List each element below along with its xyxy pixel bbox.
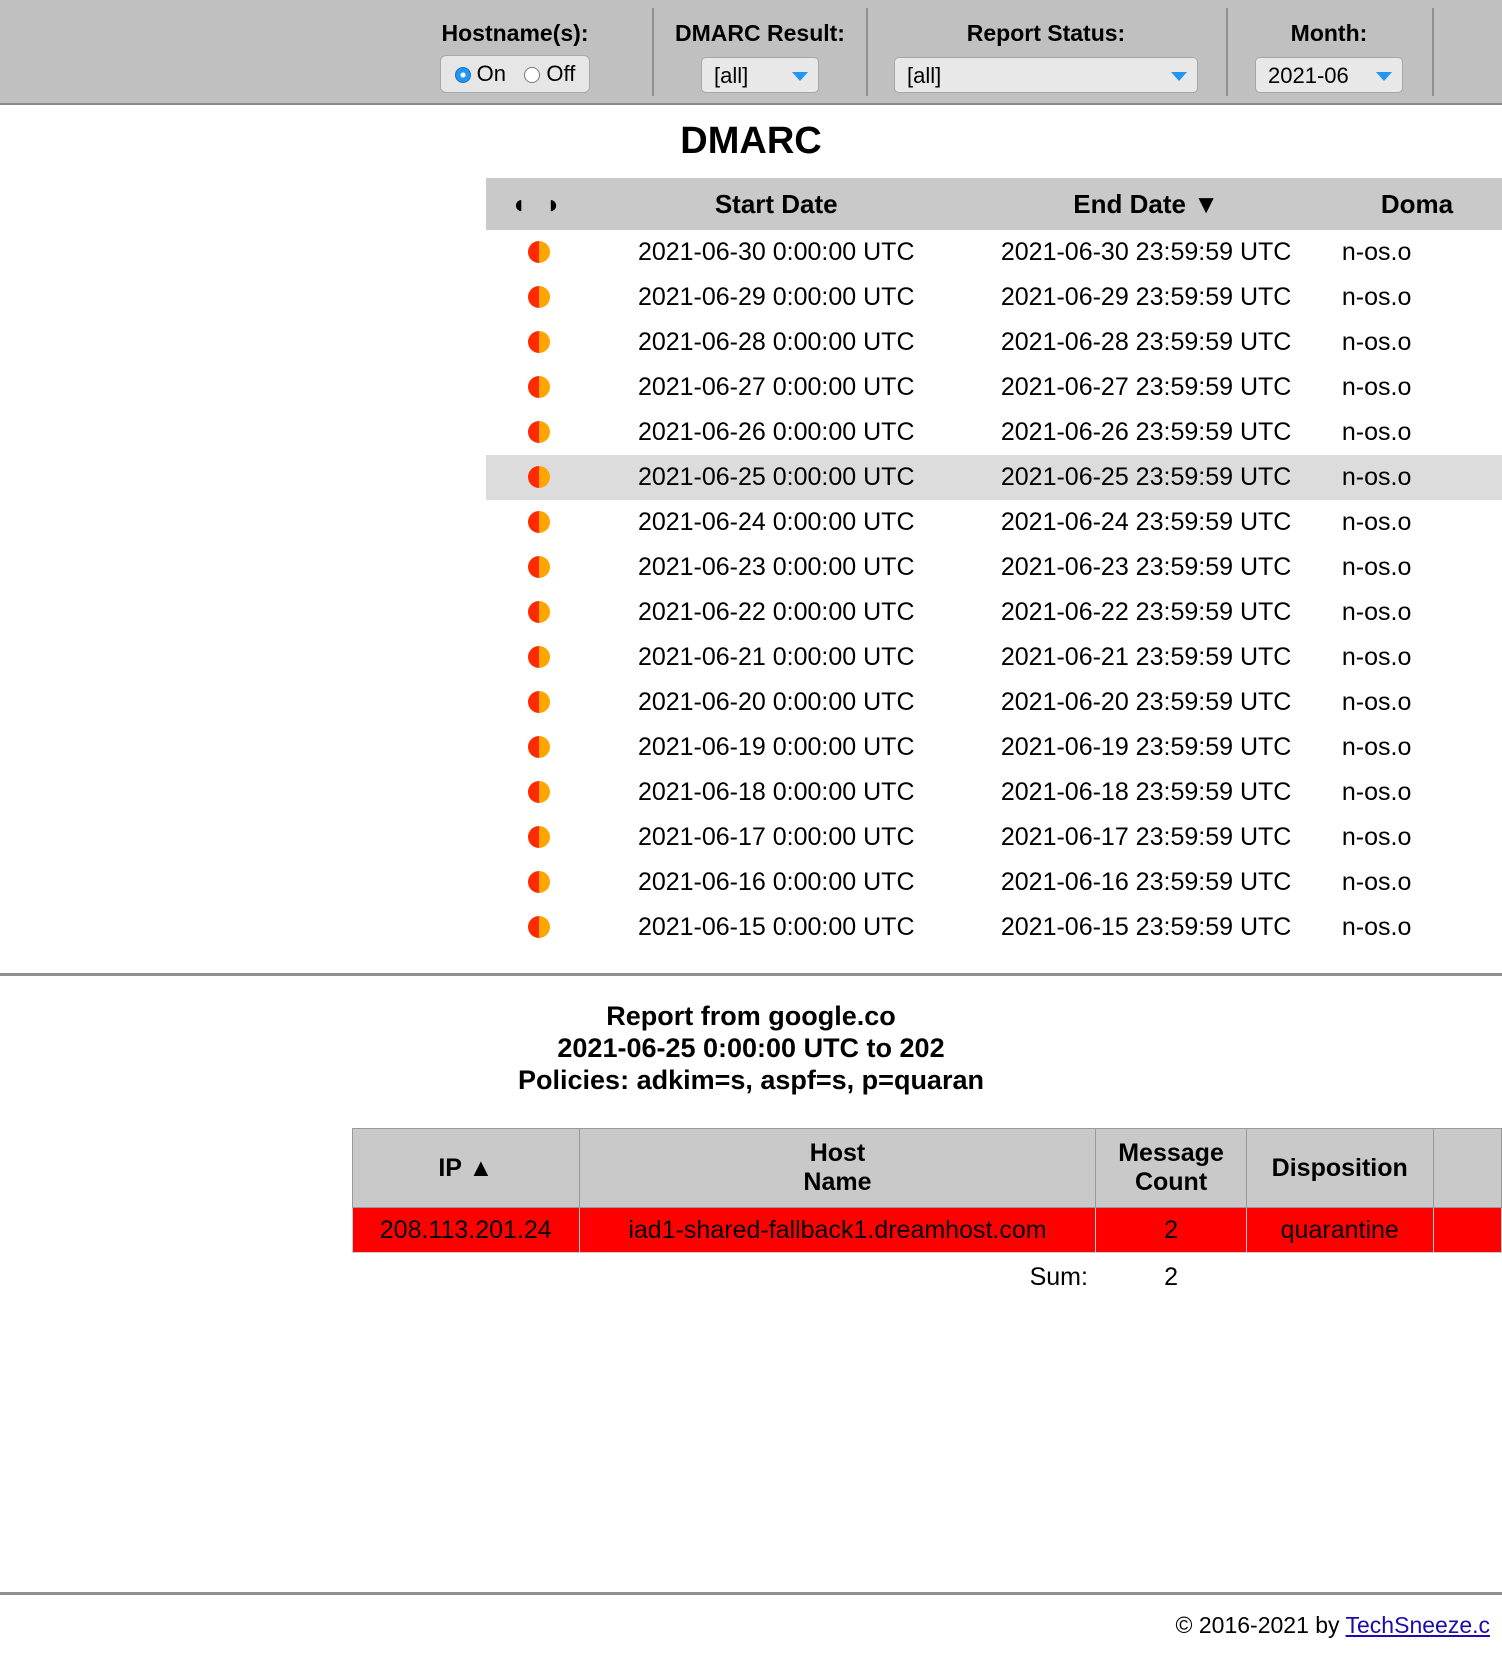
chevron-down-icon bbox=[792, 72, 808, 81]
cell-domain: n-os.o bbox=[1341, 238, 1412, 266]
dmarc-result-value: [all] bbox=[714, 63, 749, 88]
detail-host-header-line2: Name bbox=[803, 1168, 872, 1196]
table-row[interactable] bbox=[486, 545, 1502, 590]
cell-domain: n-os.o bbox=[1341, 913, 1412, 941]
radio-off-icon bbox=[524, 67, 540, 83]
cell-extra bbox=[1433, 1208, 1501, 1253]
footer bbox=[0, 1612, 1502, 1639]
cell-start-date: 2021-06-21 0:00:00 UTC bbox=[637, 643, 915, 671]
cell-domain: n-os.o bbox=[1341, 598, 1412, 626]
cell-end-date: 2021-06-21 23:59:59 UTC bbox=[1000, 643, 1292, 671]
detail-host-header-line1: Host bbox=[809, 1139, 866, 1167]
cell-end-date: 2021-06-23 23:59:59 UTC bbox=[1000, 553, 1292, 581]
sum-spacer-2 bbox=[1246, 1253, 1433, 1302]
table-row[interactable] bbox=[486, 500, 1502, 545]
status-indicator-icon bbox=[528, 556, 550, 578]
month-select[interactable] bbox=[1255, 57, 1403, 93]
report-table bbox=[486, 178, 1502, 950]
hostname-radio-on-label: On bbox=[476, 61, 506, 86]
table-row[interactable] bbox=[486, 590, 1502, 635]
filter-toolbar bbox=[0, 0, 1502, 105]
cell-host-name: iad1-shared-fallback1.dreamhost.com bbox=[579, 1208, 1096, 1253]
row-status-cell[interactable] bbox=[486, 635, 592, 680]
hostname-radio-off-label: Off bbox=[546, 61, 576, 86]
detail-count-header-line2: Count bbox=[1134, 1168, 1208, 1196]
page-title bbox=[0, 120, 1502, 163]
detail-heading-line-3: Policies: adkim=s, aspf=s, p=quaran bbox=[518, 1065, 984, 1095]
status-indicator-icon bbox=[528, 511, 550, 533]
table-row[interactable] bbox=[486, 455, 1502, 500]
expand-collapse-icon: ◖ ◗ bbox=[510, 188, 568, 219]
detail-heading-line-2: 2021-06-25 0:00:00 UTC to 202 bbox=[557, 1033, 945, 1063]
row-status-cell[interactable] bbox=[486, 455, 592, 500]
table-row[interactable] bbox=[486, 365, 1502, 410]
table-row[interactable] bbox=[486, 815, 1502, 860]
dmarc-result-select[interactable] bbox=[701, 57, 819, 93]
detail-count-header-line1: Message bbox=[1118, 1139, 1224, 1167]
table-row[interactable] bbox=[486, 635, 1502, 680]
toolbar-divider-4 bbox=[1432, 8, 1434, 96]
status-indicator-icon bbox=[528, 601, 550, 623]
detail-table-container bbox=[352, 1128, 1502, 1301]
row-status-cell[interactable] bbox=[486, 905, 592, 950]
cell-domain: n-os.o bbox=[1341, 868, 1412, 896]
row-status-cell[interactable] bbox=[486, 725, 592, 770]
report-detail-heading bbox=[0, 1000, 1502, 1096]
cell-domain: n-os.o bbox=[1341, 823, 1412, 851]
sum-label: Sum: bbox=[1029, 1262, 1088, 1291]
toolbar-divider-3 bbox=[1226, 8, 1228, 96]
status-indicator-icon bbox=[528, 691, 550, 713]
status-indicator-icon bbox=[528, 466, 550, 488]
hostname-filter-group bbox=[390, 0, 640, 103]
row-status-cell[interactable] bbox=[486, 410, 592, 455]
report-status-filter-group bbox=[876, 0, 1216, 103]
report-status-select[interactable] bbox=[894, 57, 1198, 93]
cell-end-date: 2021-06-28 23:59:59 UTC bbox=[1000, 328, 1292, 356]
cell-domain: n-os.o bbox=[1341, 643, 1412, 671]
report-table-container bbox=[486, 178, 1502, 950]
row-status-cell[interactable] bbox=[486, 815, 592, 860]
table-row[interactable] bbox=[486, 680, 1502, 725]
status-indicator-icon bbox=[528, 781, 550, 803]
status-indicator-icon bbox=[528, 421, 550, 443]
table-row[interactable] bbox=[486, 905, 1502, 950]
row-status-cell[interactable] bbox=[486, 320, 592, 365]
status-indicator-icon bbox=[528, 286, 550, 308]
column-header-domain[interactable]: Doma bbox=[1332, 178, 1502, 230]
toolbar-divider-2 bbox=[866, 8, 868, 96]
table-row[interactable] bbox=[486, 410, 1502, 455]
cell-start-date: 2021-06-26 0:00:00 UTC bbox=[637, 418, 915, 446]
cell-end-date: 2021-06-26 23:59:59 UTC bbox=[1000, 418, 1292, 446]
footer-copyright: © 2016-2021 by bbox=[1175, 1612, 1346, 1638]
cell-end-date: 2021-06-29 23:59:59 UTC bbox=[1000, 283, 1292, 311]
cell-end-date: 2021-06-19 23:59:59 UTC bbox=[1000, 733, 1292, 761]
status-indicator-icon bbox=[528, 736, 550, 758]
cell-domain: n-os.o bbox=[1341, 733, 1412, 761]
detail-table bbox=[352, 1128, 1502, 1301]
cell-domain: n-os.o bbox=[1341, 283, 1412, 311]
cell-start-date: 2021-06-22 0:00:00 UTC bbox=[637, 598, 915, 626]
row-status-cell[interactable] bbox=[486, 275, 592, 320]
hostname-radio-off[interactable] bbox=[524, 61, 575, 87]
report-status-value: [all] bbox=[907, 63, 942, 88]
cell-end-date: 2021-06-16 23:59:59 UTC bbox=[1000, 868, 1292, 896]
column-header-end-date[interactable]: End Date ▼ bbox=[960, 178, 1332, 230]
row-status-cell[interactable] bbox=[486, 365, 592, 410]
cell-start-date: 2021-06-19 0:00:00 UTC bbox=[637, 733, 915, 761]
cell-start-date: 2021-06-30 0:00:00 UTC bbox=[637, 238, 915, 266]
cell-end-date: 2021-06-24 23:59:59 UTC bbox=[1000, 508, 1292, 536]
status-indicator-icon bbox=[528, 646, 550, 668]
detail-column-header-ip[interactable]: IP ▲ bbox=[353, 1129, 580, 1208]
row-status-cell[interactable] bbox=[486, 590, 592, 635]
detail-column-header-host-name[interactable] bbox=[579, 1129, 1096, 1208]
cell-disposition: quarantine bbox=[1246, 1208, 1433, 1253]
cell-start-date: 2021-06-23 0:00:00 UTC bbox=[637, 553, 915, 581]
row-status-cell[interactable] bbox=[486, 500, 592, 545]
table-row[interactable] bbox=[486, 725, 1502, 770]
cell-start-date: 2021-06-28 0:00:00 UTC bbox=[637, 328, 915, 356]
toolbar-divider-1 bbox=[652, 8, 654, 96]
report-table-header-row bbox=[486, 178, 1502, 230]
row-status-cell[interactable] bbox=[486, 680, 592, 725]
report-status-label: Report Status: bbox=[966, 20, 1126, 46]
cell-end-date: 2021-06-25 23:59:59 UTC bbox=[960, 455, 1332, 500]
cell-domain: n-os.o bbox=[1341, 418, 1412, 446]
cell-start-date: 2021-06-24 0:00:00 UTC bbox=[637, 508, 915, 536]
footer-divider bbox=[0, 1592, 1502, 1595]
dmarc-result-label: DMARC Result: bbox=[675, 20, 845, 46]
detail-column-header-extra[interactable] bbox=[1433, 1129, 1501, 1208]
hostname-radio-on[interactable] bbox=[455, 61, 506, 87]
cell-end-date: 2021-06-17 23:59:59 UTC bbox=[1000, 823, 1292, 851]
detail-table-row[interactable] bbox=[353, 1208, 1502, 1253]
status-indicator-icon bbox=[528, 826, 550, 848]
table-row[interactable] bbox=[486, 230, 1502, 275]
detail-heading-line-1: Report from google.co bbox=[606, 1001, 896, 1031]
cell-ip: 208.113.201.24 bbox=[353, 1208, 580, 1253]
row-status-cell[interactable] bbox=[486, 860, 592, 905]
row-status-cell[interactable] bbox=[486, 230, 592, 275]
hostname-radio-group[interactable] bbox=[440, 55, 591, 93]
month-filter-group bbox=[1236, 0, 1422, 103]
cell-end-date: 2021-06-20 23:59:59 UTC bbox=[1000, 688, 1292, 716]
sum-spacer-3 bbox=[1433, 1253, 1501, 1302]
table-row[interactable] bbox=[486, 320, 1502, 365]
table-row[interactable] bbox=[486, 770, 1502, 815]
section-divider-top bbox=[0, 973, 1502, 976]
detail-table-header-row bbox=[353, 1129, 1502, 1208]
row-status-cell[interactable] bbox=[486, 770, 592, 815]
cell-domain: n-os.o bbox=[1341, 328, 1412, 356]
hostname-filter-label: Hostname(s): bbox=[441, 20, 589, 46]
column-header-start-date[interactable]: Start Date bbox=[592, 178, 960, 230]
cell-end-date: 2021-06-22 23:59:59 UTC bbox=[1000, 598, 1292, 626]
detail-sum-row bbox=[353, 1253, 1502, 1302]
cell-domain: n-os.o bbox=[1341, 373, 1412, 401]
status-indicator-icon bbox=[528, 871, 550, 893]
table-row[interactable] bbox=[486, 275, 1502, 320]
cell-domain: n-os.o bbox=[1341, 778, 1412, 806]
cell-start-date: 2021-06-17 0:00:00 UTC bbox=[637, 823, 915, 851]
cell-domain: n-os.o bbox=[1341, 688, 1412, 716]
month-label: Month: bbox=[1290, 20, 1368, 46]
status-indicator-icon bbox=[528, 331, 550, 353]
sum-spacer-1 bbox=[353, 1253, 580, 1302]
row-status-cell[interactable] bbox=[486, 545, 592, 590]
cell-domain: n-os.o bbox=[1332, 455, 1502, 500]
detail-column-header-message-count[interactable] bbox=[1096, 1129, 1246, 1208]
cell-start-date: 2021-06-29 0:00:00 UTC bbox=[637, 283, 915, 311]
status-indicator-icon bbox=[528, 241, 550, 263]
status-indicator-icon bbox=[528, 376, 550, 398]
cell-message-count: 2 bbox=[1096, 1208, 1246, 1253]
cell-end-date: 2021-06-30 23:59:59 UTC bbox=[1000, 238, 1292, 266]
detail-column-header-disposition[interactable]: Disposition bbox=[1246, 1129, 1433, 1208]
cell-start-date: 2021-06-25 0:00:00 UTC bbox=[592, 455, 960, 500]
dmarc-result-filter-group bbox=[662, 0, 858, 103]
cell-start-date: 2021-06-15 0:00:00 UTC bbox=[637, 913, 915, 941]
page-title-text: DMARC bbox=[680, 120, 822, 162]
table-row[interactable] bbox=[486, 860, 1502, 905]
chevron-down-icon bbox=[1376, 72, 1392, 81]
cell-end-date: 2021-06-15 23:59:59 UTC bbox=[1000, 913, 1292, 941]
chevron-down-icon bbox=[1171, 72, 1187, 81]
footer-link[interactable]: TechSneeze.c bbox=[1345, 1612, 1490, 1638]
cell-start-date: 2021-06-20 0:00:00 UTC bbox=[637, 688, 915, 716]
cell-end-date: 2021-06-18 23:59:59 UTC bbox=[1000, 778, 1292, 806]
status-indicator-icon bbox=[528, 916, 550, 938]
cell-start-date: 2021-06-18 0:00:00 UTC bbox=[637, 778, 915, 806]
month-value: 2021-06 bbox=[1268, 63, 1349, 88]
cell-domain: n-os.o bbox=[1341, 553, 1412, 581]
cell-start-date: 2021-06-16 0:00:00 UTC bbox=[637, 868, 915, 896]
sum-value: 2 bbox=[1164, 1262, 1178, 1291]
radio-on-icon bbox=[455, 67, 471, 83]
cell-domain: n-os.o bbox=[1341, 508, 1412, 536]
column-header-toggle[interactable] bbox=[486, 178, 592, 230]
cell-start-date: 2021-06-27 0:00:00 UTC bbox=[637, 373, 915, 401]
cell-end-date: 2021-06-27 23:59:59 UTC bbox=[1000, 373, 1292, 401]
